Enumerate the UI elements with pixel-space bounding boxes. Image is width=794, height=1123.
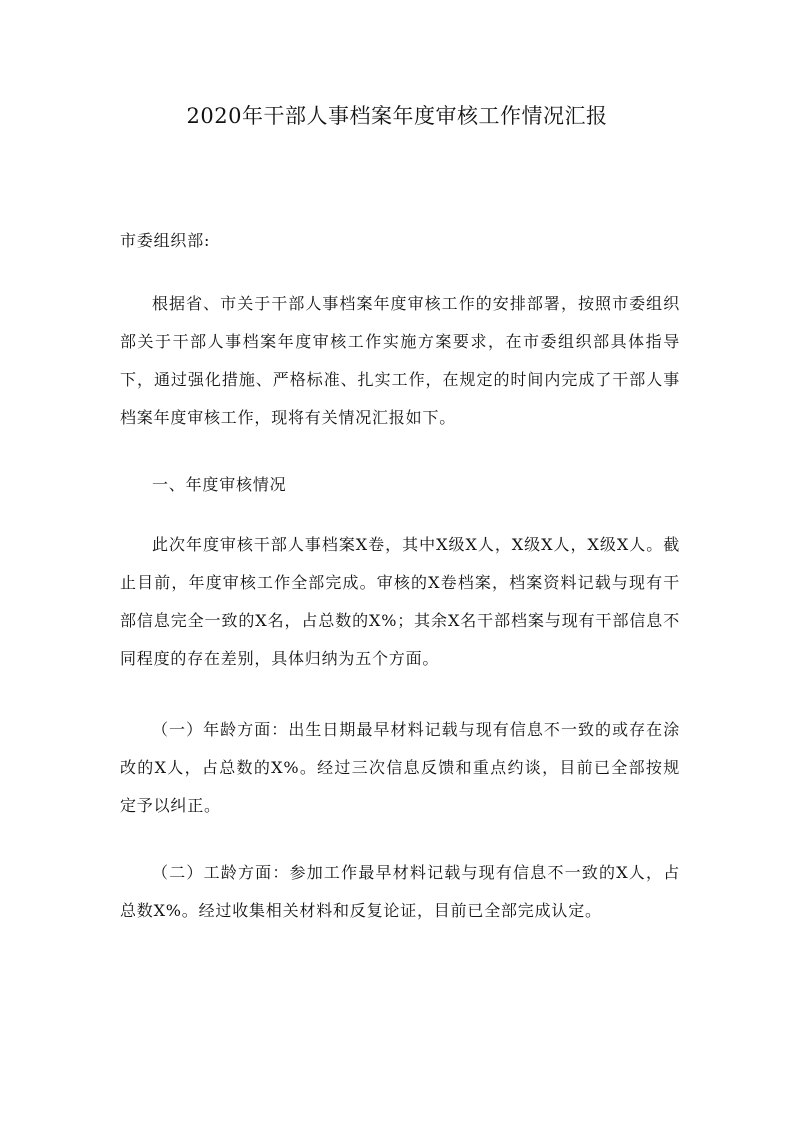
work-years-item-paragraph: （二）工龄方面：参加工作最早材料记载与现有信息不一致的X人，占总数X%。经过收集相关材料和反复论证，目前已全部完成认定。 bbox=[120, 863, 680, 920]
age-item-paragraph: （一）年龄方面：出生日期最早材料记载与现有信息不一致的或存在涂改的X人，占总数的X%。经过三次信息反馈和重点约谈，目前已全部按规定予以纠正。 bbox=[120, 720, 680, 815]
intro-paragraph: 根据省、市关于干部人事档案年度审核工作的安排部署，按照市委组织部关于干部人事档案年度审核工作实施方案要求，在市委组织部具体指导下，通过强化措施、严格标准、扎实工作，在规定的时间内完成了干部人事档案年度审核工作，现将有关情况汇报如下。 bbox=[120, 294, 680, 427]
section-1-paragraph: 此次年度审核干部人事档案X卷，其中X级X人，X级X人，X级X人。截止目前，年度审核工作全部完成。审核的X卷档案，档案资料记载与现有干部信息完全一致的X名，占总数的X%；其余X名干部档案与现有干部信息不同程度的存在差别，具体归纳为五个方面。 bbox=[120, 535, 680, 668]
section-heading-1: 一、年度审核情况 bbox=[152, 475, 287, 494]
document-title: 2020年干部人事档案年度审核工作情况汇报 bbox=[186, 104, 608, 128]
salutation: 市委组织部: bbox=[120, 231, 211, 250]
